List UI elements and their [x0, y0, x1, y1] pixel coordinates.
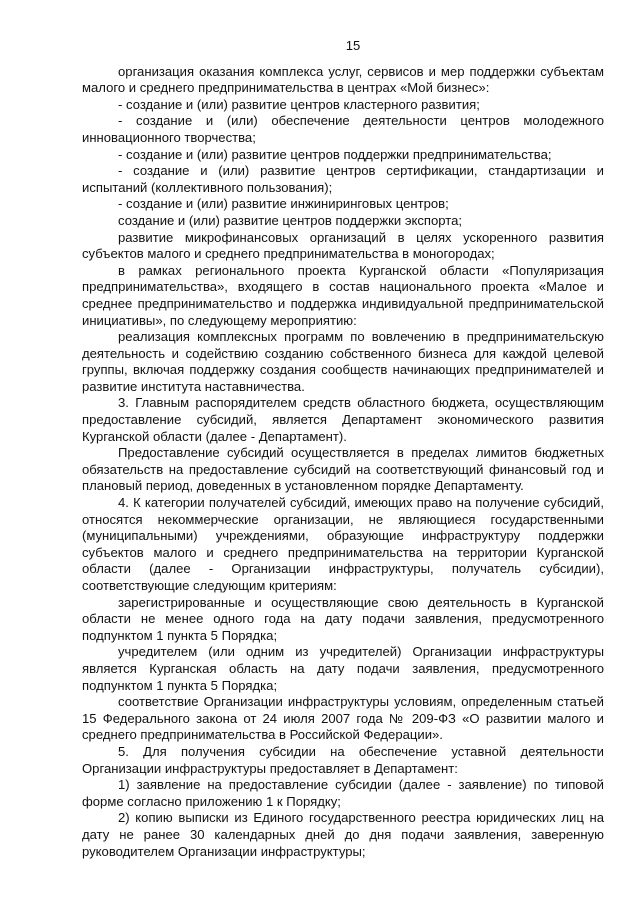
list-item-export-support-centers: создание и (или) развитие центров поддержки экспорта; [118, 212, 463, 228]
paragraph-budget-limits: Предоставление субсидий осуществляется в пределах лимитов бюджетных обязательств на предоставление субсидий на соответствующий финансовый год и плановый период, доведенных в установленном порядке Департаменту. [82, 445, 604, 494]
paragraph-regional-project: в рамках регионального проекта Курганской области «Популяризация предпринимательства», входящего в состав национального проекта «Малое и среднее предпринимательство и поддержка индивидуальной предпринимательской инициативы», по следующему мероприятию: [82, 262, 604, 328]
page-number: 15 [345, 38, 361, 53]
paragraph-comprehensive-programs: реализация комплексных программ по вовлечению в предпринимательскую деятельность и содействию созданию собственного бизнеса для каждой целевой группы, включая поддержку создания сообществ начинающих предпринимателей и развитие института наставничества. [82, 329, 604, 394]
list-item-cluster-centers: - создание и (или) развитие центров кластерного развития; [118, 96, 480, 112]
paragraph-clause-4: 4. К категории получателей субсидий, имеющих право на получение субсидий, относятся некоммерческие организации, не являющиеся государственными (муниципальными) учреждениями, образующие инфраструктуру поддержки субъектов малого и среднего предпринимательства на территории Курганской области (далее - Организации инфраструктуры, получатель субсидии), соответствующие следующим критериям: [82, 495, 604, 593]
criterion-registration: зарегистрированные и осуществляющие свою деятельность в Курганской области не менее одного года на дату подачи заявления, предусмотренного подпунктом 1 пункта 5 Порядка; [82, 594, 604, 643]
paragraph-clause-5: 5. Для получения субсидии на обеспечение уставной деятельности Организации инфраструктуры предоставляет в Департамент: [82, 743, 604, 776]
list-item-entrepreneurship-support-centers: - создание и (или) развитие центров поддержки предпринимательства; [118, 146, 552, 162]
criterion-federal-law: соответствие Организации инфраструктуры условиям, определенным статьей 15 Федерального закона от 24 июля 2007 года № 209-ФЗ «О развитии малого и среднего предпринимательства в Российской Федерации». [82, 694, 604, 743]
paragraph-microfinance: развитие микрофинансовых организаций в целях ускоренного развития субъектов малого и среднего предпринимательства в моногородах; [82, 229, 604, 262]
paragraph-mybusiness-centers: организация оказания комплекса услуг, сервисов и мер поддержки субъектам малого и среднего предпринимательства в центрах «Мой бизнес»: [82, 63, 604, 96]
list-item-engineering-centers: - создание и (или) развитие инжиниринговых центров; [118, 196, 449, 212]
paragraph-clause-3: 3. Главным распорядителем средств областного бюджета, осуществляющим предоставление субсидий, является Департамент экономического развития Курганской области (далее - Департамент). [82, 395, 604, 444]
document-item-application: 1) заявление на предоставление субсидии (далее - заявление) по типовой форме согласно приложению 1 к Порядку; [82, 777, 604, 809]
criterion-founder: учредителем (или одним из учредителей) Организации инфраструктуры является Курганская область на дату подачи заявления, предусмотренного подпунктом 1 пункта 5 Порядка; [82, 644, 604, 693]
list-item-certification-centers: - создание и (или) развитие центров сертификации, стандартизации и испытаний (коллективного пользования); [82, 163, 604, 195]
document-item-registry-extract: 2) копию выписки из Единого государственного реестра юридических лиц на дату не ранее 30 календарных дней до дня подачи заявления, заверенную руководителем Организации инфраструктуры; [82, 810, 604, 859]
list-item-youth-innovation-centers: - создание и (или) обеспечение деятельности центров молодежного инновационного творчества; [82, 113, 604, 145]
